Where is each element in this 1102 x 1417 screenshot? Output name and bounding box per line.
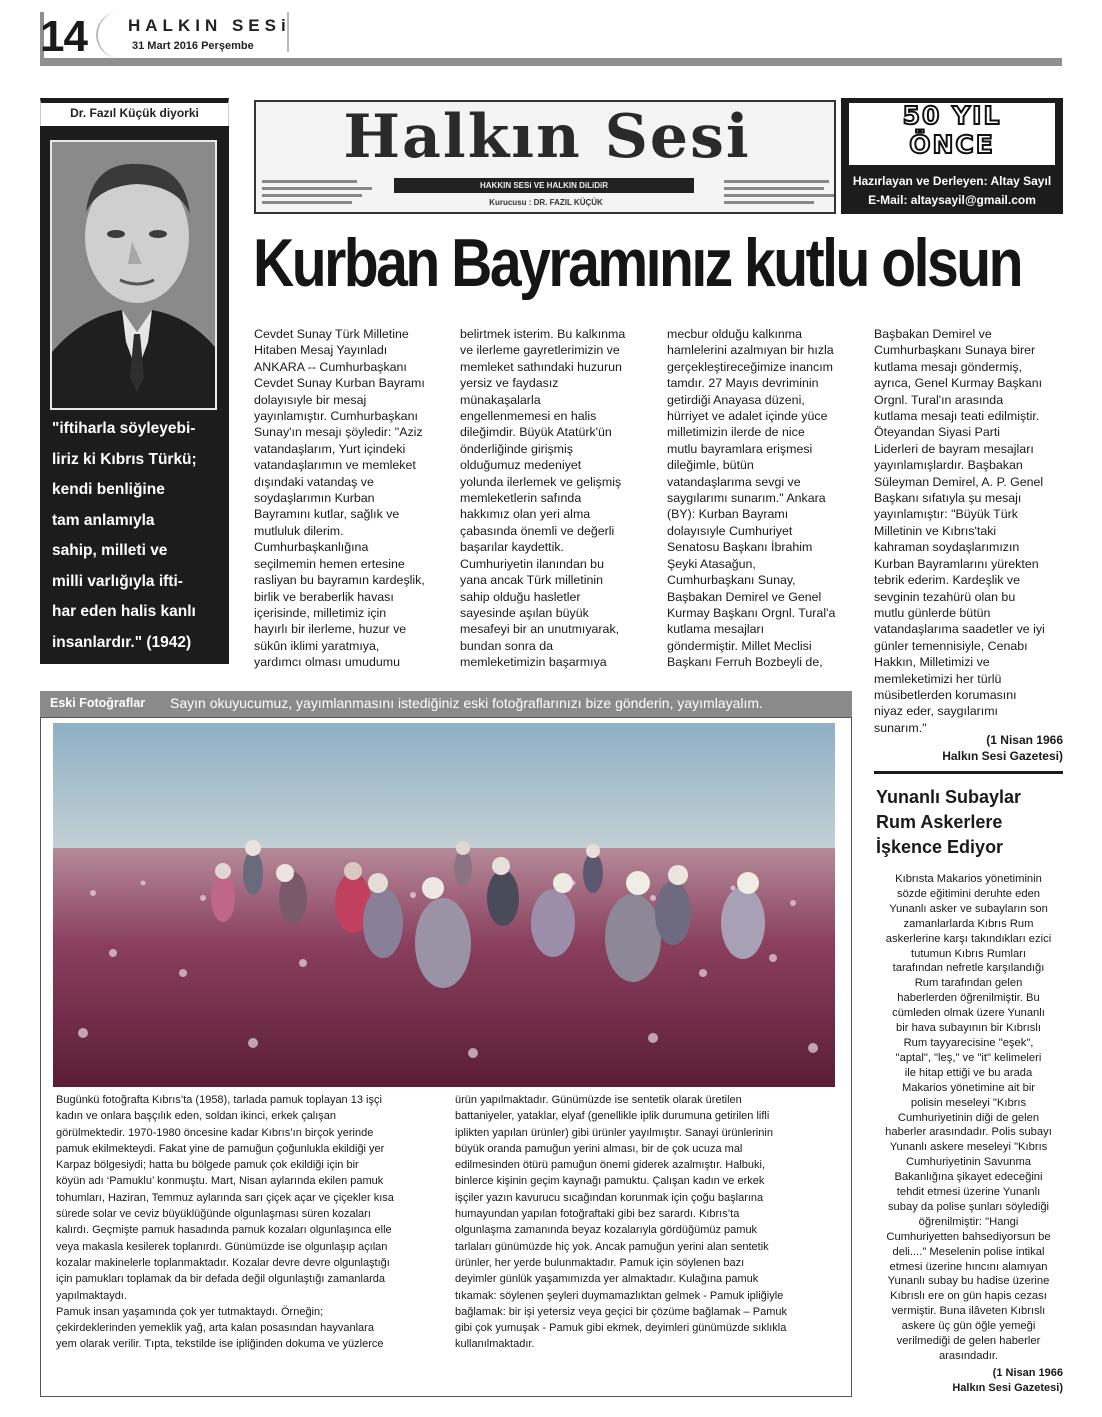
masthead-title: Halkın Sesi <box>343 102 751 172</box>
old-photos-label: Eski Fotoğraflar <box>50 696 146 710</box>
article-headline: Kurban Bayramınız kutlu olsun <box>253 225 1021 301</box>
masthead-founder: Kurucusu : DR. FAZIL KÜÇÜK <box>489 198 603 207</box>
header-rule <box>40 58 1062 66</box>
quote-box-title: Dr. Fazıl Küçük diyorki <box>70 106 199 120</box>
photo-caption-right: ürün yapılmaktadır. Günümüzde ise sentetik olarak üretilen battaniyeler, yataklar, elyaf (genellikle iplik durumuna getirilen lifli iplikten yapılan ürünler) gibi ürünler yayılmıştır. Sanayi ürünlerinin büyük oranda pamuğun yerini alması, bir de çok ucuza mal edilmesinden ötürü pamuğun önemi giderek azalmıştır. Halbuki, binlerce kişinin geçim kaynağı pamuktu. Çalışan kadın ve erkek işçiler yazın kavurucu sıcağından korunmak için çoğu başlarına humayundan yapılan fotoğraftaki gibi bez sarardı. Kıbrıs’ta olgunlaşma zamanında beyaz kozalarıyla gördüğümüz pamuk tarlaları günümüzde hiç yok. Ancak pamuğun yerini alan sentetik ürünler, her yerde bulunmaktadır. Pamuk için söylenen bazı deyimler günlük yaşamımızda yer almaktadır. Kulağına pamuk tıkamak: söylenen şeyleri duymamazlıktan gelmek - Pamuk ipliğiyle bağlamak: bir işi yetersiz veya geçici bir çözüme bağlamak – Pamuk gibi çok yumuşak - Pamuk gibi ekmek, deyimleri günümüzde sıklıkla kullanılmaktadır. <box>455 1094 787 1351</box>
masthead-left-smallprint <box>262 178 382 208</box>
article-source: (1 Nisan 1966 Halkın Sesi Gazetesi) <box>942 733 1063 763</box>
cotton-field-photo <box>53 723 835 1087</box>
fazil-kucuk-quote: "iftiharla söyleyebi- liriz ki Kıbrıs Türkü; kendi benliğine tam anlamıyla sahip, milleti ve milli varlığıyla ifti- har eden halis kanlı insanlardır." (1942) <box>52 420 197 651</box>
old-photos-invitation: Sayın okuyucumuz, yayımlanmasını istediğiniz eski fotoğraflarınızı bize gönderin, yayımlayalım. <box>170 695 763 711</box>
article-column-2: belirtmek isterim. Bu kalkınma ve ilerleme gayretlerimizin ve memleket sathındaki huzurun yersiz ve faydasız münakaşalarla engellenmemesi en halis dileğimdir. Büyük Atatürk'ün önderliğinde girişmiş olduğumuz medeniyet yolunda ilerlemek ve gelişmiş memleketlerin safında hakkımız olan yeri alma çabasında önemli ve değerli başarılar kaydettik. Cumhuriyetin ilanından bu yana ancak Türk milletinin sahip olduğu hasletler sayesinde aşılan büyük mesafeyi bir an unutmıyarak, bundan sonra da memleketimizin başarmıya <box>460 327 626 670</box>
page-number: 14 <box>40 12 87 61</box>
portrait-illustration <box>52 142 217 410</box>
article-column-1: Cevdet Sunay Türk Milletine Hitaben Mesaj Yayınladı ANKARA -- Cumhurbaşkanı Cevdet Sunay Kurban Bayramı dolayısıyle bir mesaj yayınlamıştır. Cumhurbaşkanı Sunay'ın mesajı şöyledir: "Aziz vatandaşlarım, Yurt içindeki vatandaşlarımın ve memleket dışındaki vatandaş ve soydaşlarımın Kurban Bayramını kutlar, sağlık ve mutluluk dilerim. Cumhurbaşkanlığına seçilmemin hemen ertesine rasliyan bu bayramın kardeşlik, birlik ve beraberlik havası içerisinde, milletimiz için hayırlı bir ilerleme, huzur ve sükûn iklimi yaratmıya, yardımcı olması umudumu <box>254 327 425 670</box>
masthead-right-smallprint <box>716 178 836 208</box>
issue-date: 31 Mart 2016 Perşembe <box>132 40 254 52</box>
article-column-4: Başbakan Demirel ve Cumhurbaşkanı Sunaya birer kutlama mesajı göndermiş, ayrıca, Genel Kurmay Başkanı Orgnl. Tural'ın arasında kutlama mesajı teati edilmiştir. Öteyandan Siyasi Parti Liderleri de bayram mesajları yayınlamışlardır. Başbakan Süleyman Demirel, A. P. Genel Başkanı sıfatıyla şu mesajı yayınlamıştır: "Büyük Türk Milletinin ve Kıbrıs'taki kahraman soydaşlarımızın Kurban Bayramlarını yürekten tebrik ederim. Kardeşlik ve sevginin tezahürü olan bu mutlu günlerde bütün vatandaşlarıma saadetler ve iyi günler temennisiyle, Cenabı Hakkın, Milletimizi ve memleketimizi her türlü müsibetlerden korumasını niyaz eder, saygılarımı sunarım." <box>874 327 1045 735</box>
photo-caption-left: Bugünkü fotoğrafta Kıbrıs’ta (1958), tarlada pamuk toplayan 13 işçi kadın ve onlara başçılık eden, soldan ikinci, erkek çalışan görülmektedir. 1970-1980 öncesine kadar Kıbrıs’ın birçok yerinde pamuk ekilmekteydi. Fakat yine de pamuğun çoğunlukla ekildiği yer Karpaz bölgesiydi; hatta bu bölgede pamuk çok ekildiği için bir köyün adı ‘Pamuklu’ konmuştu. Mart, Nisan aylarında ekilen pamuk tohumları, Haziran, Temmuz aylarında sarı çiçek açar ve çiçekler kısa sürede solar ve ceviz büyüklüğünde olgunlaşması süren kozaları kalırdı. Geçmişte pamuk hasadında pamuk kozaları olgunlaşınca elle veya makasla kesilerek toplanırdı. Günümüzde ise olgunlaşıp açılan kozalar makinelerle toplanmaktadır. Kozalar devre devre olgunlaştığı için pamukları toplamak da bir defada değil olgunlaştığı zamanlarda yapılmaktaydı. Pamuk insan yaşamında çok yer tutmaktaydı. Örneğin; çekirdeklerinden yemeklik yağ, arta kalan posasından hayvanlara yem olarak verilir. Tıpta, tekstilde ise ipliğinden dokuma ve yüzlerce <box>56 1094 394 1351</box>
side-article-body: Kıbrısta Makarios yönetiminin sözde eğitimini deruhte eden Yunanlı asker ve subayların son zamanlarlarda Kıbrıs Rum askerlerine karşı takındıkları ezici tutumun Kıbrıs Rumları tarafından nefretle karşılandığı Rum tarafından gelen haberlerden öğrenilmiştir. Bu cümleden olmak üzere Yunanlı bir hava subayının bir Kıbrıslı Rum tayyarecisine "eşek", "aptal", "leş," ve "it" kelimeleri ile hitap ettiği ve bu arada Makarios yönetimine ait bir polisin meseleyi "Kıbrıs Cumhuriyetinin diği de gelen haberler arasındadır. Polis subayı Yunanlı askere meseleyi "Kıbrıs Cumhuriyetinin Savunma Bakanlığına şikayet edeceğini tehdit etmesi üzerine Yunanlı subay da polise şunları söylediği öğrenilmiştir: "Hangi Cumhuriyetten bahsediyorsun be deli...." Meselenin polise intikal etmesi üzerine hıncını alamıyan Yunanlı subay bu hadise üzerine Kıbrıslı ere on gün hapis cezası vermiştir. Buna ilâveten Kıbrıslı askere üç gün öğle yemeği verilmediği de gelen haberler arasındadır. <box>885 873 1052 1362</box>
portrait-photo <box>50 140 217 410</box>
cotton-field-illustration <box>53 723 835 1087</box>
paper-name: HALKIN SESi <box>128 16 291 35</box>
masthead-clipping <box>254 100 836 214</box>
feature-logo-line1: 50 YIL <box>902 101 1002 130</box>
side-article-source: (1 Nisan 1966 Halkın Sesi Gazetesi) <box>952 1367 1063 1394</box>
feature-email: E-Mail: altaysayil@gmail.com <box>868 193 1036 207</box>
side-article-headline: Yunanlı Subaylar Rum Askerlere İşkence Ediyor <box>876 787 1022 857</box>
feature-editor: Hazırlayan ve Derleyen: Altay Sayıl <box>852 174 1052 188</box>
masthead-motto: HAKKIN SESi VE HALKIN DiLiDiR <box>394 178 694 193</box>
feature-logo-line2: ÖNCE <box>909 130 995 159</box>
article-column-3: mecbur olduğu kalkınma hamlelerini azalmıyan bir hızla gerçekleştireceğimize inancım tamdır. 27 Mayıs devriminin getirdiği Anayasa düzeni, hürriyet ve adalet içinde yüce milletimizin ilerde de nice mutlu bayramlara erişmesi dileğimle, bütün vatandaşlarıma sevgi ve saygılarımı sunarım." Ankara (BY): Kurban Bayramı dolayısıyle Cumhuriyet Senatosu Başkanı İbrahim Şeyki Atasağun, Cumhurbaşkanı Sunay, Başbakan Demirel ve Genel Kurmay Başkanı Orgnl. Tural'a kutlama mesajları göndermiştir. Millet Meclisi Başkanı Ferruh Bozbeyli de, <box>667 327 836 670</box>
side-article-rule <box>874 771 1063 774</box>
